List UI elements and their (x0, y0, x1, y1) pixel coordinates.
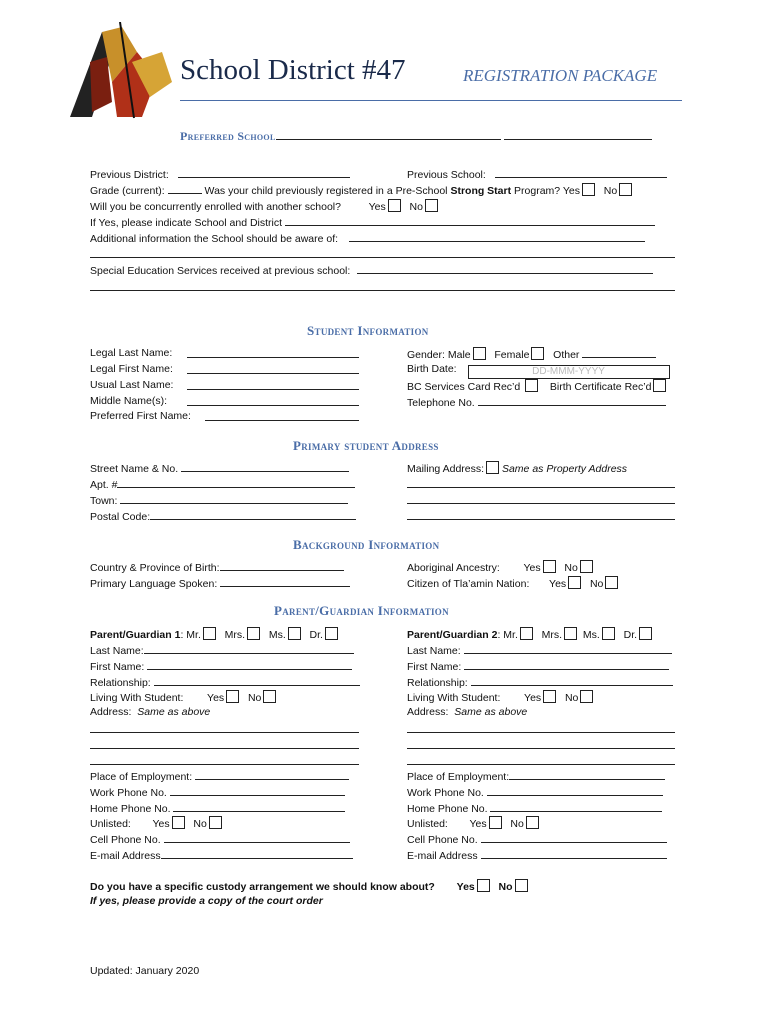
g1-last-row (90, 643, 354, 657)
concurrent-row (90, 199, 438, 213)
g2-ms-checkbox[interactable] (602, 627, 615, 640)
citizen-yes-label: Yes (549, 578, 567, 590)
grade-row (90, 183, 632, 197)
usual-last-field[interactable] (187, 379, 359, 390)
language-field[interactable] (220, 576, 350, 587)
aboriginal-yes-label: Yes (523, 562, 541, 574)
g2-last-row (407, 643, 672, 657)
g1-living-row (90, 690, 276, 704)
g2-unlisted-no-checkbox[interactable] (526, 816, 539, 829)
other-field[interactable] (582, 347, 656, 358)
g1-address-label: Address: (90, 706, 132, 718)
g2-dr-label: Dr. (623, 629, 638, 641)
g2-home-label: Home Phone No. (407, 803, 488, 815)
g1-last-label: Last Name: (90, 645, 144, 657)
g2-work-row (407, 785, 663, 799)
student-heading: Student Information (307, 323, 429, 338)
g1-employment-row (90, 769, 349, 783)
g1-address-row (90, 706, 210, 718)
page-title: School District #47 (180, 54, 406, 86)
g2-work-label: Work Phone No. (407, 787, 484, 799)
concurrent-no-checkbox[interactable] (425, 199, 438, 212)
g1-unlisted-yes-label: Yes (152, 818, 170, 830)
g1-unlisted-label: Unlisted: (90, 818, 131, 830)
apt-label: Apt. # (90, 479, 118, 491)
g2-address-field-2[interactable] (407, 738, 675, 749)
g2-cell-field[interactable] (481, 832, 667, 843)
ifyes-row (90, 215, 655, 229)
citizen-no-checkbox[interactable] (605, 576, 618, 589)
background-heading: Background Information (293, 537, 440, 552)
g1-address-field-2[interactable] (90, 738, 359, 749)
g2-home-row (407, 801, 662, 815)
g1-unlisted-no-checkbox[interactable] (209, 816, 222, 829)
g1-ms-checkbox[interactable] (288, 627, 301, 640)
concurrent-yes-checkbox[interactable] (388, 199, 401, 212)
mailing-row (407, 461, 627, 475)
custody-no-checkbox[interactable] (515, 879, 528, 892)
custody-yes-checkbox[interactable] (477, 879, 490, 892)
prek-no-checkbox[interactable] (619, 183, 632, 196)
postal-label: Postal Code: (90, 511, 151, 523)
citizen-row (407, 576, 618, 590)
additional-row (90, 231, 645, 245)
g1-unlisted-no-label: No (193, 818, 207, 830)
birth-label: Birth Date: (407, 363, 457, 375)
g1-employment-label: Place of Employment: (90, 771, 193, 783)
g1-relationship-field[interactable] (154, 675, 360, 686)
cert-checkbox[interactable] (653, 379, 666, 392)
g1-relationship-label: Relationship: (90, 677, 151, 689)
bc-label: BC Services Card Rec’d (407, 381, 521, 393)
preferred-school-field-2[interactable] (504, 129, 652, 140)
g2-relationship-label: Relationship: (407, 677, 468, 689)
g1-cell-label: Cell Phone No. (90, 834, 161, 846)
aboriginal-no-label: No (564, 562, 578, 574)
g2-unlisted-row (407, 816, 539, 830)
grade-label: Grade (current): (90, 185, 165, 197)
g1-cell-field[interactable] (164, 832, 350, 843)
g2-email-field[interactable] (481, 848, 667, 859)
g1-living-no-checkbox[interactable] (263, 690, 276, 703)
sped-field[interactable] (357, 263, 653, 274)
custody-question: Do you have a specific custody arrangement we should know about? (90, 881, 435, 893)
citizen-yes-checkbox[interactable] (568, 576, 581, 589)
sped-label: Special Education Services received at previous school: (90, 265, 351, 277)
mailing-field-3[interactable] (407, 509, 675, 520)
town-field[interactable] (120, 493, 348, 504)
g2-dr-checkbox[interactable] (639, 627, 652, 640)
aboriginal-yes-checkbox[interactable] (543, 560, 556, 573)
g1-address-field-1[interactable] (90, 722, 359, 733)
middle-field[interactable] (187, 395, 359, 406)
additional-field[interactable] (349, 231, 645, 242)
g1-last-field[interactable] (144, 643, 354, 654)
g1-first-label: First Name: (90, 661, 145, 673)
g2-relationship-row (407, 675, 673, 689)
custody-row (90, 879, 528, 893)
address-heading: Primary student Address (293, 438, 439, 453)
same-property-label: Same as Property Address (501, 463, 628, 475)
legal-first-field[interactable] (187, 363, 359, 374)
g1-unlisted-yes-checkbox[interactable] (172, 816, 185, 829)
g2-ms-label: Ms. (582, 629, 600, 641)
gender-label: Gender: Male (407, 349, 471, 361)
g1-mrs-label: Mrs. (224, 629, 246, 641)
g2-unlisted-yes-label: Yes (469, 818, 487, 830)
female-checkbox[interactable] (531, 347, 544, 360)
mailing-label: Mailing Address: (407, 463, 485, 475)
guardian1-label: Parent/Guardian 1 (90, 629, 181, 641)
street-field[interactable] (181, 461, 349, 472)
g2-address-field-1[interactable] (407, 722, 675, 733)
g1-work-row (90, 785, 345, 799)
legal-last-label: Legal Last Name: (90, 347, 173, 359)
g1-home-field[interactable] (173, 801, 345, 812)
g1-home-row (90, 801, 345, 815)
g2-address-field-3[interactable] (407, 754, 675, 765)
prek-yes-label: Yes (562, 185, 581, 197)
postal-field[interactable] (150, 509, 356, 520)
aboriginal-row (407, 560, 593, 574)
ifyes-label: If Yes, please indicate School and District (90, 217, 283, 229)
grade-field[interactable] (168, 183, 202, 194)
postal-row (90, 509, 356, 523)
country-row (90, 560, 344, 574)
concurrent-no-label: No (409, 201, 423, 213)
g2-mrs-label: Mrs. (541, 629, 563, 641)
street-row (90, 461, 349, 475)
g1-living-no-label: No (247, 692, 262, 704)
guardian2-label: Parent/Guardian 2 (407, 629, 498, 641)
aboriginal-label: Aboriginal Ancestry: (407, 562, 500, 574)
district-logo (62, 22, 172, 122)
previous-district-label: Previous District: (90, 169, 169, 181)
bc-checkbox[interactable] (525, 379, 538, 392)
g1-dr-checkbox[interactable] (325, 627, 338, 640)
g1-unlisted-row (90, 816, 222, 830)
sped-field-2[interactable] (90, 280, 675, 291)
aboriginal-no-checkbox[interactable] (580, 560, 593, 573)
g2-same-label: Same as above (454, 706, 528, 718)
bc-row (407, 379, 666, 393)
g2-address-row (407, 706, 527, 718)
apt-row (90, 477, 355, 491)
street-label: Street Name & No. (90, 463, 179, 475)
g2-first-label: First Name: (407, 661, 462, 673)
additional-field-2[interactable] (90, 247, 675, 258)
previous-school-field[interactable] (495, 167, 667, 178)
g2-living-no-checkbox[interactable] (580, 690, 593, 703)
birth-row (407, 363, 670, 379)
mailing-field-1[interactable] (407, 477, 675, 488)
g2-unlisted-label: Unlisted: (407, 818, 448, 830)
g2-mrs-checkbox[interactable] (564, 627, 577, 640)
same-property-checkbox[interactable] (486, 461, 499, 474)
updated-label: Updated: January 2020 (90, 965, 200, 977)
g1-work-field[interactable] (170, 785, 345, 796)
concurrent-yes-label: Yes (368, 201, 386, 213)
prek-question: Was your child previously registered in a Pre-School (204, 185, 448, 197)
preferred-school-row (180, 129, 652, 144)
cert-label: Birth Certificate Rec’d (549, 381, 652, 393)
preferred-first-label: Preferred First Name: (90, 410, 191, 422)
page-subtitle: REGISTRATION PACKAGE (463, 66, 658, 85)
g2-employment-row (407, 769, 665, 783)
citizen-no-label: No (589, 578, 604, 590)
g2-employment-field[interactable] (509, 769, 665, 780)
g2-address-label: Address: (407, 706, 449, 718)
g1-ms-label: Ms. (268, 629, 286, 641)
g1-work-label: Work Phone No. (90, 787, 167, 799)
g2-relationship-field[interactable] (471, 675, 673, 686)
g2-living-yes-checkbox[interactable] (543, 690, 556, 703)
g1-email-row (90, 848, 353, 862)
g2-living-no-label: No (564, 692, 579, 704)
mailing-field-2[interactable] (407, 493, 675, 504)
previous-district-row (90, 167, 350, 181)
preferred-school-field[interactable] (276, 129, 501, 140)
g2-unlisted-no-label: No (510, 818, 524, 830)
gender-row (407, 347, 656, 361)
town-label: Town: (90, 495, 118, 507)
custody-yes-label: Yes (456, 881, 475, 893)
strong-start-label: Strong Start (450, 185, 512, 197)
g1-same-label: Same as above (137, 706, 211, 718)
g2-living-label: Living With Student: (407, 692, 501, 704)
language-row (90, 576, 350, 590)
g2-cell-label: Cell Phone No. (407, 834, 478, 846)
middle-row (90, 395, 167, 407)
birth-date-input[interactable]: DD-MMM-YYYY (468, 365, 670, 379)
legal-last-row (90, 347, 172, 359)
legal-first-label: Legal First Name: (90, 363, 173, 375)
legal-first-row (90, 363, 173, 375)
prek-no-label: No (603, 185, 618, 197)
citizen-label: Citizen of Tla’amin Nation: (407, 578, 530, 590)
g1-living-yes-label: Yes (207, 692, 225, 704)
previous-school-row (407, 167, 667, 181)
g1-first-field[interactable] (147, 659, 352, 670)
usual-last-row (90, 379, 173, 391)
g1-home-label: Home Phone No. (90, 803, 171, 815)
female-label: Female (494, 349, 530, 361)
legal-last-field[interactable] (187, 347, 359, 358)
preferred-first-field[interactable] (205, 410, 359, 421)
phone-label: Telephone No. (407, 397, 475, 409)
header-rule (180, 100, 682, 101)
other-label: Other (553, 349, 580, 361)
language-label: Primary Language Spoken: (90, 578, 218, 590)
g2-unlisted-yes-checkbox[interactable] (489, 816, 502, 829)
country-label: Country & Province of Birth: (90, 562, 220, 574)
usual-last-label: Usual Last Name: (90, 379, 174, 391)
g2-mr-checkbox[interactable] (520, 627, 533, 640)
g1-living-yes-checkbox[interactable] (226, 690, 239, 703)
g2-living-yes-label: Yes (524, 692, 542, 704)
additional-label: Additional information the School should be aware of: (90, 233, 339, 245)
custody-note: If yes, please provide a copy of the court order (90, 895, 323, 907)
g2-living-row (407, 690, 593, 704)
g1-mr-label: Mr. (186, 629, 201, 641)
concurrent-label: Will you be concurrently enrolled with another school? (90, 201, 341, 213)
g2-mr-label: Mr. (503, 629, 518, 641)
g2-email-label: E-mail Address (407, 850, 478, 862)
g1-mr-checkbox[interactable] (203, 627, 216, 640)
male-checkbox[interactable] (473, 347, 486, 360)
country-field[interactable] (220, 560, 344, 571)
g2-first-row (407, 659, 669, 673)
g1-dr-label: Dr. (309, 629, 323, 641)
g1-email-label: E-mail Address (90, 850, 161, 862)
g1-living-label: Living With Student: (90, 692, 184, 704)
sped-row (90, 263, 653, 277)
town-row (90, 493, 348, 507)
g1-first-row (90, 659, 352, 673)
g2-email-row (407, 848, 667, 862)
g2-cell-row (407, 832, 667, 846)
phone-row (407, 395, 666, 409)
g1-mrs-checkbox[interactable] (247, 627, 260, 640)
ifyes-field[interactable] (285, 215, 655, 226)
preferred-first-row (90, 410, 191, 422)
program-label: Program? (514, 185, 561, 197)
prek-yes-checkbox[interactable] (582, 183, 595, 196)
phone-field[interactable] (478, 395, 666, 406)
g1-email-field[interactable] (161, 848, 353, 859)
apt-field[interactable] (117, 477, 355, 488)
previous-district-field[interactable] (178, 167, 350, 178)
g1-cell-row (90, 832, 350, 846)
guardian1-title-row: Parent/Guardian 1: Mr. Mrs. Ms. Dr. (90, 627, 338, 641)
g1-address-field-3[interactable] (90, 754, 359, 765)
g1-relationship-row (90, 675, 360, 689)
guardian2-title-row: Parent/Guardian 2: Mr. Mrs. Ms. Dr. (407, 627, 652, 641)
previous-school-label: Previous School: (407, 169, 486, 181)
g2-home-field[interactable] (490, 801, 662, 812)
g1-employment-field[interactable] (195, 769, 349, 780)
parent-heading: Parent/Guardian Information (274, 603, 449, 618)
g2-employment-label: Place of Employment: (407, 771, 510, 783)
custody-no-label: No (498, 881, 513, 893)
g2-last-label: Last Name: (407, 645, 461, 657)
preferred-school-label: Preferred School (180, 129, 276, 143)
middle-label: Middle Name(s): (90, 395, 168, 407)
g2-first-field[interactable] (464, 659, 669, 670)
g2-last-field[interactable] (464, 643, 672, 654)
g2-work-field[interactable] (487, 785, 663, 796)
